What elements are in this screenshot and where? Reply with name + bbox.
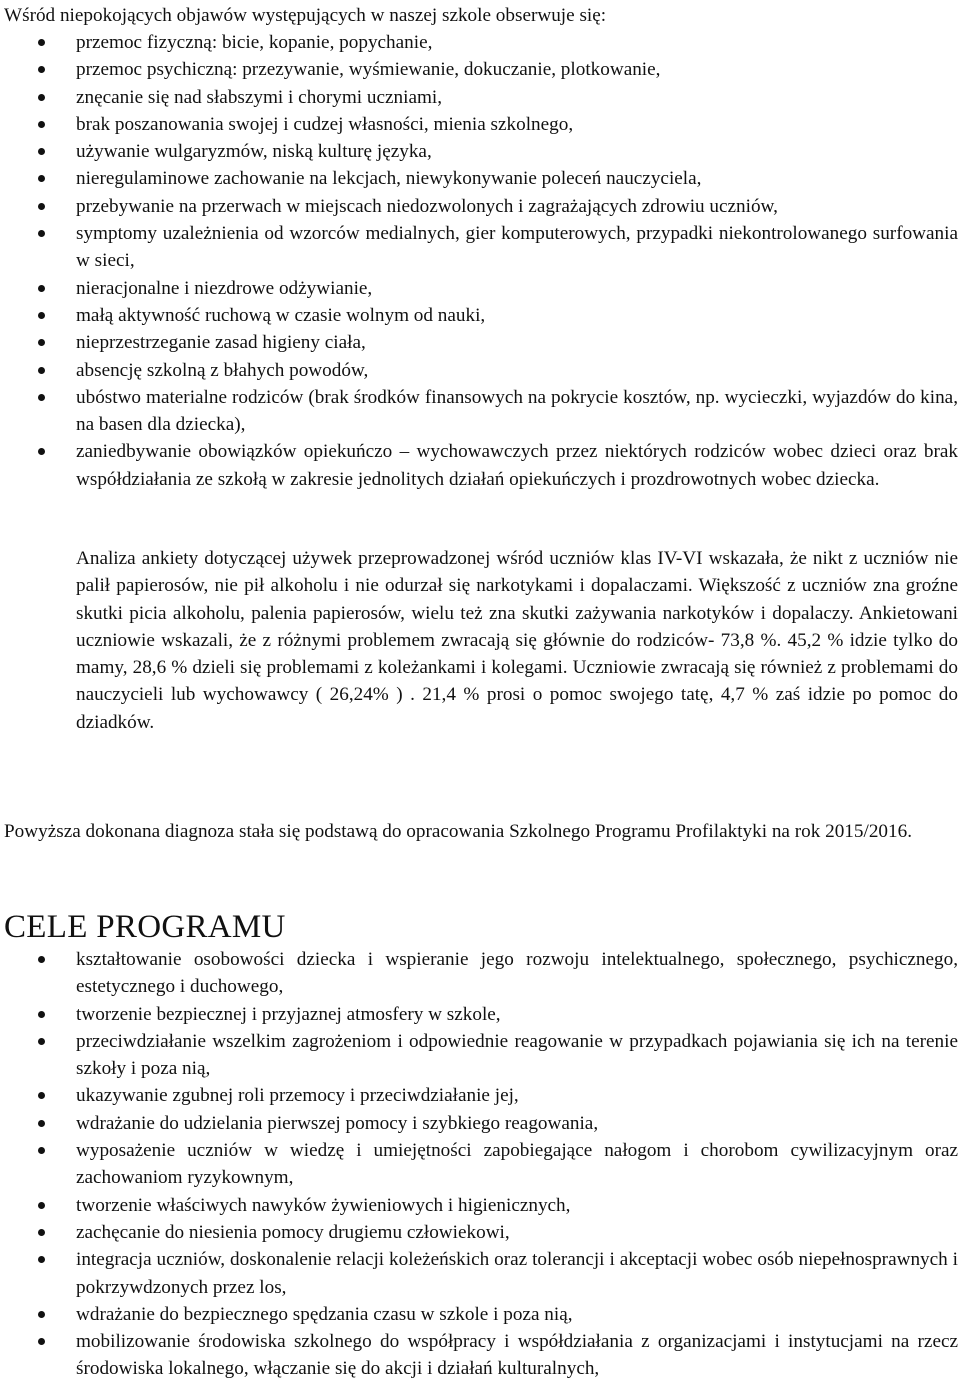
list-item: wyposażenie uczniów w wiedzę i umiejętności zapobiegające nałogom i chorobom cywilizacyjnym oraz zachowaniom ryzykownym, xyxy=(0,1137,958,1192)
list-item: ukazywanie zgubnej roli przemocy i przeciwdziałanie jej, xyxy=(0,1082,958,1109)
list-item: przemoc psychiczną: przezywanie, wyśmiewanie, dokuczanie, plotkowanie, xyxy=(0,56,958,83)
bullet-icon xyxy=(38,1147,45,1154)
bullet-icon xyxy=(38,203,45,210)
bullet-icon xyxy=(38,1311,45,1318)
goals-list xyxy=(0,946,958,1383)
bullet-icon xyxy=(38,1092,45,1099)
bullet-icon xyxy=(38,1202,45,1209)
summary-paragraph: Powyższa dokonana diagnoza stała się podstawą do opracowania Szkolnego Programu Profilaktyki na rok 2015/2016. xyxy=(4,821,912,842)
bullet-icon xyxy=(38,121,45,128)
list-item: brak poszanowania swojej i cudzej własności, mienia szkolnego, xyxy=(0,111,958,138)
bullet-icon xyxy=(38,39,45,46)
intro-text: Wśród niepokojących objawów występujących w naszej szkole obserwuje się: xyxy=(4,5,607,26)
bullet-icon xyxy=(38,394,45,401)
symptoms-list xyxy=(0,29,958,493)
bullet-icon xyxy=(38,1038,45,1045)
list-item: kształtowanie osobowości dziecka i wspieranie jego rozwoju intelektualnego, społecznego, psychicznego, estetycznego i duchowego, xyxy=(0,946,958,1001)
bullet-icon xyxy=(38,230,45,237)
list-item: ubóstwo materialne rodziców (brak środków finansowych na pokrycie kosztów, np. wycieczki, wyjazdów do kina, na basen dla dziecka), xyxy=(0,384,958,439)
section-heading: CELE PROGRAMU xyxy=(4,909,286,945)
list-item: przemoc fizyczną: bicie, kopanie, popychanie, xyxy=(0,29,958,56)
bullet-icon xyxy=(38,285,45,292)
list-item: zachęcanie do niesienia pomocy drugiemu człowiekowi, xyxy=(0,1219,958,1246)
bullet-icon xyxy=(38,1120,45,1127)
bullet-icon xyxy=(38,339,45,346)
list-item: nieracjonalne i niezdrowe odżywianie, xyxy=(0,275,958,302)
bullet-icon xyxy=(38,1256,45,1263)
bullet-icon xyxy=(38,94,45,101)
list-item: tworzenie właściwych nawyków żywieniowych i higienicznych, xyxy=(0,1192,958,1219)
list-item: nieregulaminowe zachowanie na lekcjach, niewykonywanie poleceń nauczyciela, xyxy=(0,165,958,192)
bullet-icon xyxy=(38,448,45,455)
list-item: nieprzestrzeganie zasad higieny ciała, xyxy=(0,329,958,356)
list-item: zaniedbywanie obowiązków opiekuńczo – wychowawczych przez niektórych rodziców wobec dzieci oraz brak współdziałania ze szkołą w zakresie jednolitych działań opiekuńczych i prozdrowotnych wobec dziecka. xyxy=(0,438,958,493)
bullet-icon xyxy=(38,66,45,73)
list-item: przebywanie na przerwach w miejscach niedozwolonych i zagrażających zdrowiu uczniów, xyxy=(0,193,958,220)
bullet-icon xyxy=(38,148,45,155)
bullet-icon xyxy=(38,1011,45,1018)
list-item: mobilizowanie środowiska szkolnego do współpracy i współdziałania z organizacjami i instytucjami na rzecz środowiska lokalnego, włączanie się do akcji i działań kulturalnych, xyxy=(0,1328,958,1383)
list-item: absencję szkolną z błahych powodów, xyxy=(0,357,958,384)
list-item: integracja uczniów, doskonalenie relacji koleżeńskich oraz tolerancji i akceptacji wobec osób niepełnosprawnych i pokrzywdzonych przez los, xyxy=(0,1246,958,1301)
list-item: symptomy uzależnienia od wzorców medialnych, gier komputerowych, przypadki niekontrolowanego surfowania w sieci, xyxy=(0,220,958,275)
bullet-icon xyxy=(38,1338,45,1345)
list-item: znęcanie się nad słabszymi i chorymi uczniami, xyxy=(0,84,958,111)
bullet-icon xyxy=(38,367,45,374)
bullet-icon xyxy=(38,1229,45,1236)
list-item: tworzenie bezpiecznej i przyjaznej atmosfery w szkole, xyxy=(0,1001,958,1028)
list-item: używanie wulgaryzmów, niską kulturę języka, xyxy=(0,138,958,165)
bullet-icon xyxy=(38,956,45,963)
bullet-icon xyxy=(38,175,45,182)
list-item: przeciwdziałanie wszelkim zagrożeniom i odpowiednie reagowanie w przypadkach pojawiania się ich na terenie szkoły i poza nią, xyxy=(0,1028,958,1083)
list-item: małą aktywność ruchową w czasie wolnym od nauki, xyxy=(0,302,958,329)
list-item: wdrażanie do udzielania pierwszej pomocy i szybkiego reagowania, xyxy=(0,1110,958,1137)
analysis-paragraph: Analiza ankiety dotyczącej używek przeprowadzonej wśród uczniów klas IV-VI wskazała, że nikt z uczniów nie palił papierosów, nie pił alkoholu i nie odurzał się narkotykami i dopalaczami. Większość z uczniów zna groźne skutki picia alkoholu, palenia papierosów, wielu też zna skutki zażywania narkotyków i dopalaczy. Ankietowani uczniowie wskazali, że z różnymi problemem zwracają się głównie do rodziców- 73,8 %. 45,2 % idzie tylko do mamy, 28,6 % dzieli się problemami z koleżankami i kolegami. Uczniowie zwracają się również z problemami do nauczycieli lub wychowawcy ( 26,24% ) . 21,4 % prosi o pomoc swojego tatę, 4,7 % zaś idzie po pomoc do dziadków. xyxy=(76,548,958,733)
bullet-icon xyxy=(38,312,45,319)
list-item: wdrażanie do bezpiecznego spędzania czasu w szkole i poza nią, xyxy=(0,1301,958,1328)
